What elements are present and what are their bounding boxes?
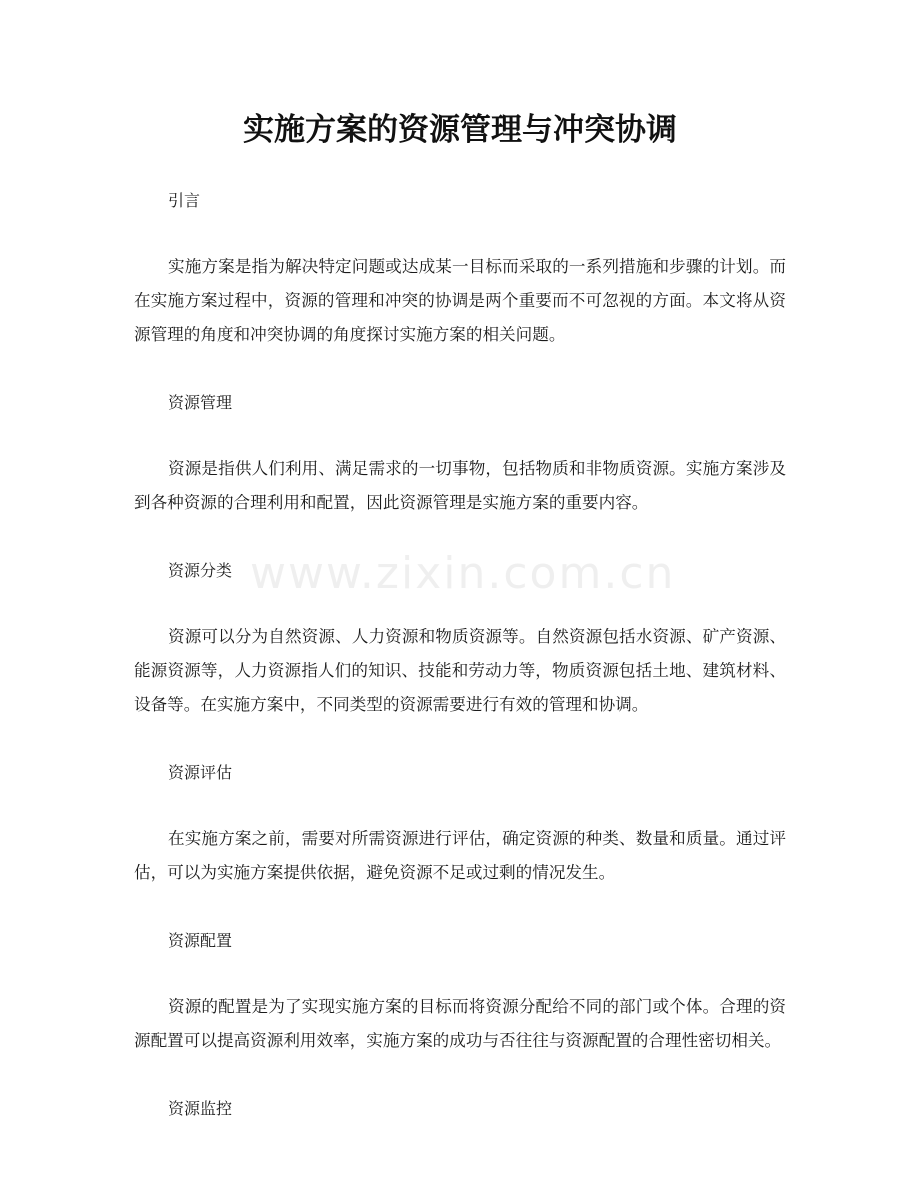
section-paragraph-resource-management: 资源是指供人们利用、满足需求的一切事物，包括物质和非物质资源。实施方案涉及到各种资源的合理利用和配置，因此资源管理是实施方案的重要内容。 (134, 459, 786, 512)
section-heading-resource-classification: 资源分类 (168, 561, 233, 580)
document-title: 实施方案的资源管理与冲突协调 (243, 112, 677, 148)
document-body (134, 184, 786, 1126)
section-heading-resource-monitoring: 资源监控 (168, 1099, 233, 1118)
section-paragraph-resource-classification: 资源可以分为自然资源、人力资源和物质资源等。自然资源包括水资源、矿产资源、能源资源等，人力资源指人们的知识、技能和劳动力等，物质资源包括土地、建筑材料、设备等。在实施方案中，不同类型的资源需要进行有效的管理和协调。 (134, 627, 786, 714)
watermark: www.zixin.com.cn (250, 548, 676, 599)
section-heading-resource-assessment: 资源评估 (168, 763, 233, 782)
section-heading-intro: 引言 (168, 191, 201, 210)
section-paragraph-resource-allocation: 资源的配置是为了实现实施方案的目标而将资源分配给不同的部门或个体。合理的资源配置可以提高资源利用效率，实施方案的成功与否往往与资源配置的合理性密切相关。 (134, 997, 786, 1050)
section-paragraph-resource-assessment: 在实施方案之前，需要对所需资源进行评估，确定资源的种类、数量和质量。通过评估，可以为实施方案提供依据，避免资源不足或过剩的情况发生。 (134, 829, 786, 882)
section-heading-resource-allocation: 资源配置 (168, 931, 233, 950)
section-paragraph-intro: 实施方案是指为解决特定问题或达成某一目标而采取的一系列措施和步骤的计划。而在实施方案过程中，资源的管理和冲突的协调是两个重要而不可忽视的方面。本文将从资源管理的角度和冲突协调的角度探讨实施方案的相关问题。 (134, 257, 786, 344)
section-heading-resource-management: 资源管理 (168, 393, 233, 412)
